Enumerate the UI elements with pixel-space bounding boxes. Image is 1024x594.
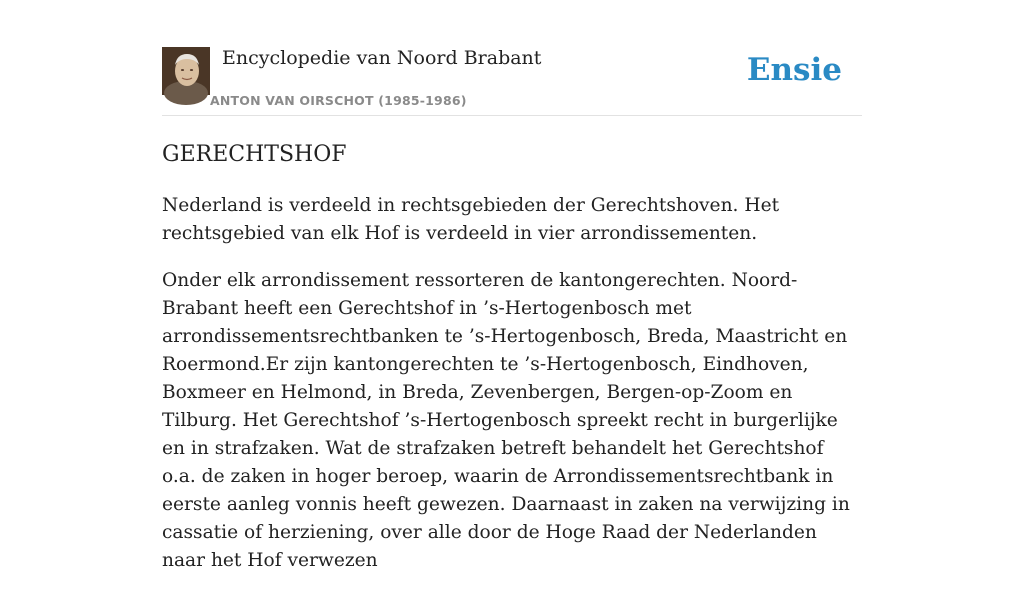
article-paragraph: Onder elk arrondissement ressorteren de kantongerechten. Noord-Brabant heeft een Gerechtshof in ’s-Hertogenbosch met arrondissementsrechtbanken te ’s-Hertogenbosch, Breda, Maastricht en Roermond.Er zijn kantongerechten te ’s-Hertogenbosch, Eindhoven, Boxmeer en Helmond, in Breda, Zevenbergen, Bergen-op-Zoom en Tilburg. Het Gerechtshof ’s-Hertogenbosch spreekt recht in burgerlijke en in strafzaken. Wat de strafzaken betreft behandelt het Gerechtshof o.a. de zaken in hoger beroep, waarin de Arrondissementsrechtbank in eerste aanleg vonnis heeft gewezen. Daarnaast in zaken na verwijzing in cassatie of herziening, over alle door de Hoge Raad der Nederlanden naar het Hof verwezen: [162, 270, 850, 571]
site-title[interactable]: Encyclopedie van Noord Brabant: [222, 47, 542, 69]
author-avatar[interactable]: [162, 47, 210, 95]
ensie-logo[interactable]: Ensie: [746, 52, 842, 88]
article-title: GERECHTSHOF: [162, 142, 347, 167]
author-name[interactable]: ANTON VAN OIRSCHOT (1985-1986): [210, 93, 467, 108]
author-portrait-icon: [162, 47, 210, 95]
article-paragraph: Nederland is verdeeld in rechtsgebieden der Gerechtshoven. Het rechtsgebied van elk Hof is verdeeld in vier arrondissementen.: [162, 195, 780, 244]
article-body: [162, 192, 862, 594]
header-divider: [162, 115, 862, 116]
